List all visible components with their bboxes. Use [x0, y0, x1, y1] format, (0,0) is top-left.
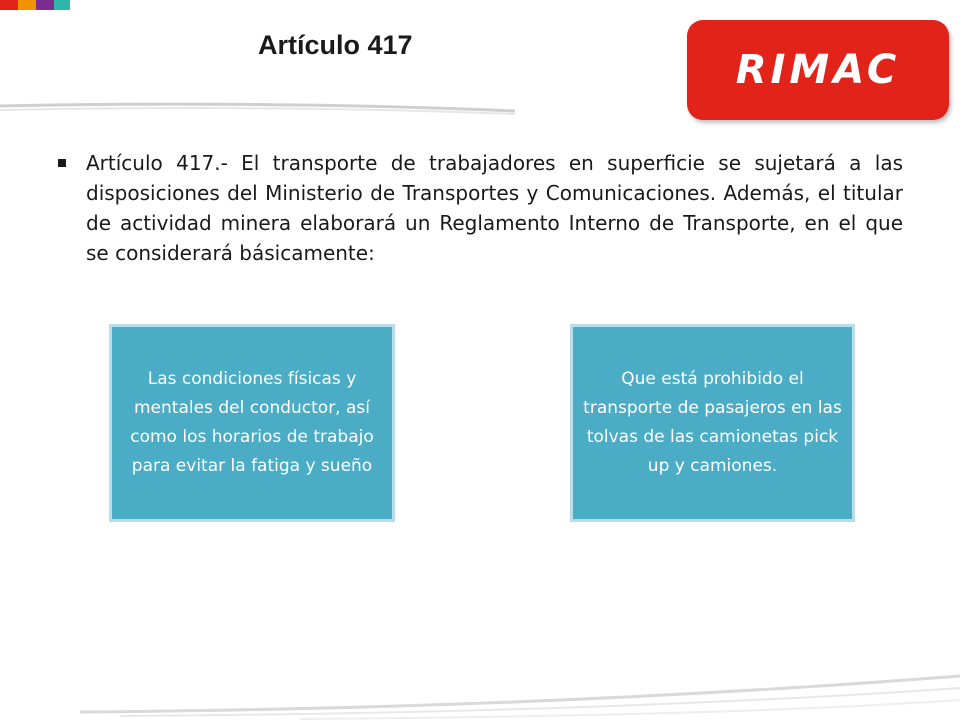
condition-box-left — [109, 324, 395, 522]
slide-title: Artículo 417 — [258, 30, 413, 60]
square-bullet-icon — [58, 159, 66, 167]
footer-swoosh — [0, 640, 960, 720]
rimac-logo — [687, 20, 949, 120]
condition-box-left-text: Las condiciones físicas y mentales del conductor, así como los horarios de trabajo para evitar la fatiga y sueño — [130, 369, 374, 476]
bullet-item — [58, 148, 903, 268]
bullet-text: Artículo 417.- El transporte de trabajadores en superficie se sujetará a las disposiciones del Ministerio de Transportes y Comunicaciones. Además, el titular de actividad minera elaborará un Reglamento Interno de Transporte, en el que se considerará básicamente: — [86, 151, 903, 265]
condition-box-right — [570, 324, 855, 522]
condition-box-right-text: Que está prohibido el transporte de pasajeros en las tolvas de las camionetas pick up y camiones. — [583, 369, 842, 476]
logo-text: RIMAC — [735, 47, 901, 93]
